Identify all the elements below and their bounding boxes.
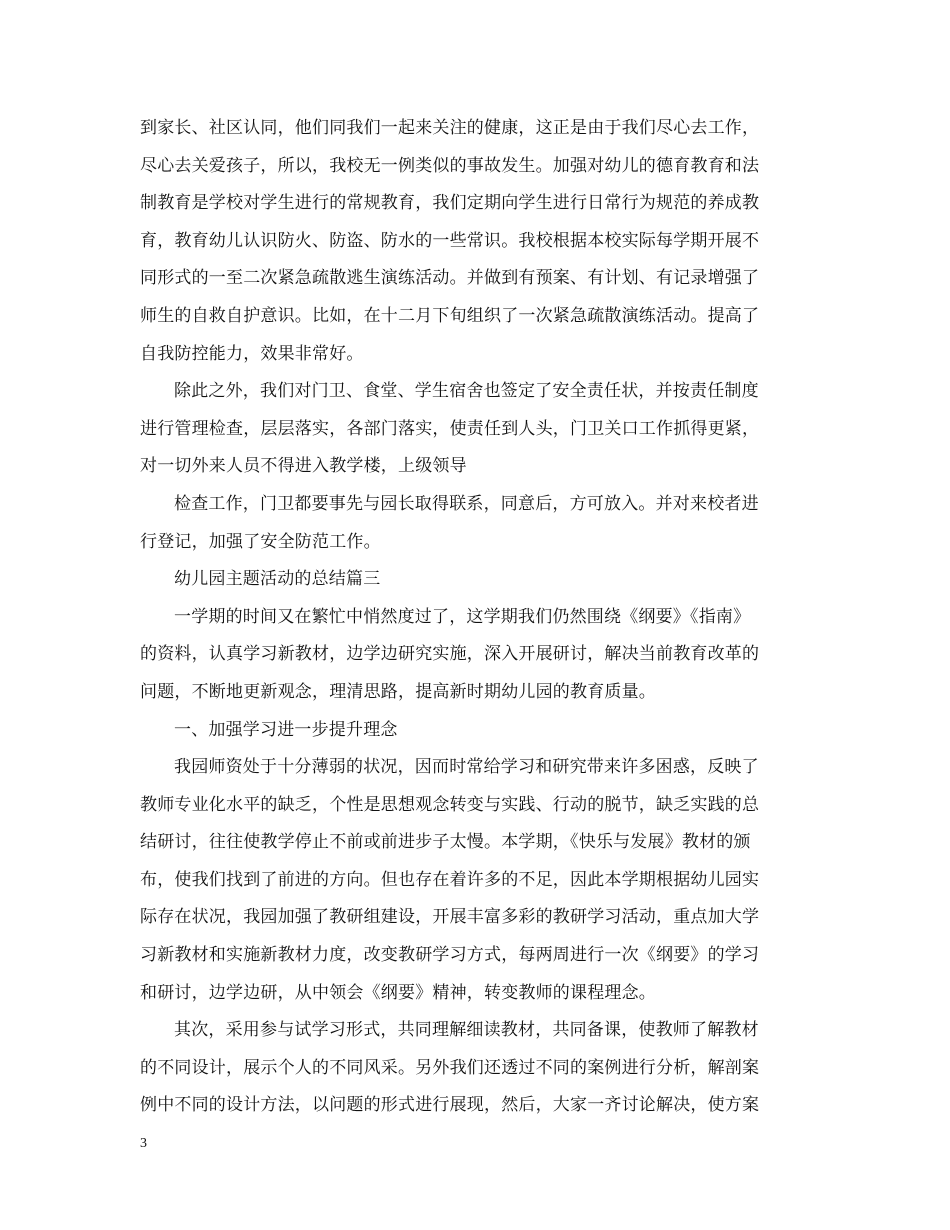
text-line: 问题，不断地更新观念，理清思路，提高新时期幼儿园的教育质量。 <box>140 681 656 702</box>
text-line: 和研讨，边学边研，从中领会《纲要》精神，转变教师的课程理念。 <box>140 982 656 1003</box>
text-line: 的不同设计，展示个人的不同风采。另外我们还透过不同的案例进行分析，解剖案 <box>140 1057 760 1078</box>
text-line: 同形式的一至二次紧急疏散逃生演练活动。并做到有预案、有计划、有记录增强了 <box>140 268 760 289</box>
text-line: 自我防控能力，效果非常好。 <box>140 343 364 364</box>
text-line: 一学期的时间又在繁忙中悄然度过了，这学期我们仍然围绕《纲要》《指南》 <box>174 606 751 627</box>
text-line: 结研讨，往往使教学停止不前或前进步子太慢。本学期，《快乐与发展》教材的颁 <box>140 832 751 853</box>
text-line: 习新教材和实施新教材力度，改变教研学习方式，每两周进行一次《纲要》的学习 <box>140 945 760 966</box>
text-line: 制教育是学校对学生进行的常规教育，我们定期向学生进行日常行为规范的养成教 <box>140 193 760 214</box>
text-line: 一、加强学习进一步提升理念 <box>174 719 398 740</box>
text-line: 到家长、社区认同，他们同我们一起来关注的健康，这正是由于我们尽心去工作， <box>140 118 760 138</box>
text-line: 师生的自救自护意识。比如，在十二月下旬组织了一次紧急疏散演练活动。提高了 <box>140 305 760 326</box>
page-number: 3 <box>140 1136 147 1151</box>
text-line: 行登记，加强了安全防范工作。 <box>140 531 381 552</box>
text-line: 幼儿园主题活动的总结篇三 <box>174 569 381 590</box>
text-line: 的资料，认真学习新教材，边学边研究实施，深入开展研讨，解决当前教育改革的 <box>140 644 760 665</box>
text-line: 尽心去关爱孩子，所以，我校无一例类似的事故发生。加强对幼儿的德育教育和法 <box>140 155 760 176</box>
text-line: 育，教育幼儿认识防火、防盗、防水的一些常识。我校根据本校实际每学期开展不 <box>140 230 760 251</box>
text-line: 检查工作，门卫都要事先与园长取得联系，同意后，方可放入。并对来校者进 <box>174 493 759 514</box>
document-body <box>140 110 812 1125</box>
text-line: 除此之外，我们对门卫、食堂、学生宿舍也签定了安全责任状，并按责任制度 <box>174 381 759 402</box>
text-line: 际存在状况，我园加强了教研组建设，开展丰富多彩的教研学习活动，重点加大学 <box>140 907 760 928</box>
text-line: 教师专业化水平的缺乏，个性是思想观念转变与实践、行动的脱节，缺乏实践的总 <box>140 794 760 815</box>
text-line: 我园师资处于十分薄弱的状况，因而时常给学习和研究带来许多困惑，反映了 <box>174 757 759 778</box>
text-line: 其次，采用参与试学习形式，共同理解细读教材，共同备课，使教师了解教材 <box>174 1020 759 1041</box>
text-line: 例中不同的设计方法，以问题的形式进行展现，然后，大家一齐讨论解决，使方案 <box>140 1095 760 1116</box>
text-line: 进行管理检查，层层落实，各部门落实，使责任到人头，门卫关口工作抓得更紧， <box>140 418 760 439</box>
text-line: 布，使我们找到了前进的方向。但也存在着许多的不足，因此本学期根据幼儿园实 <box>140 869 760 890</box>
text-line: 对一切外来人员不得进入教学楼，上级领导 <box>140 456 467 477</box>
